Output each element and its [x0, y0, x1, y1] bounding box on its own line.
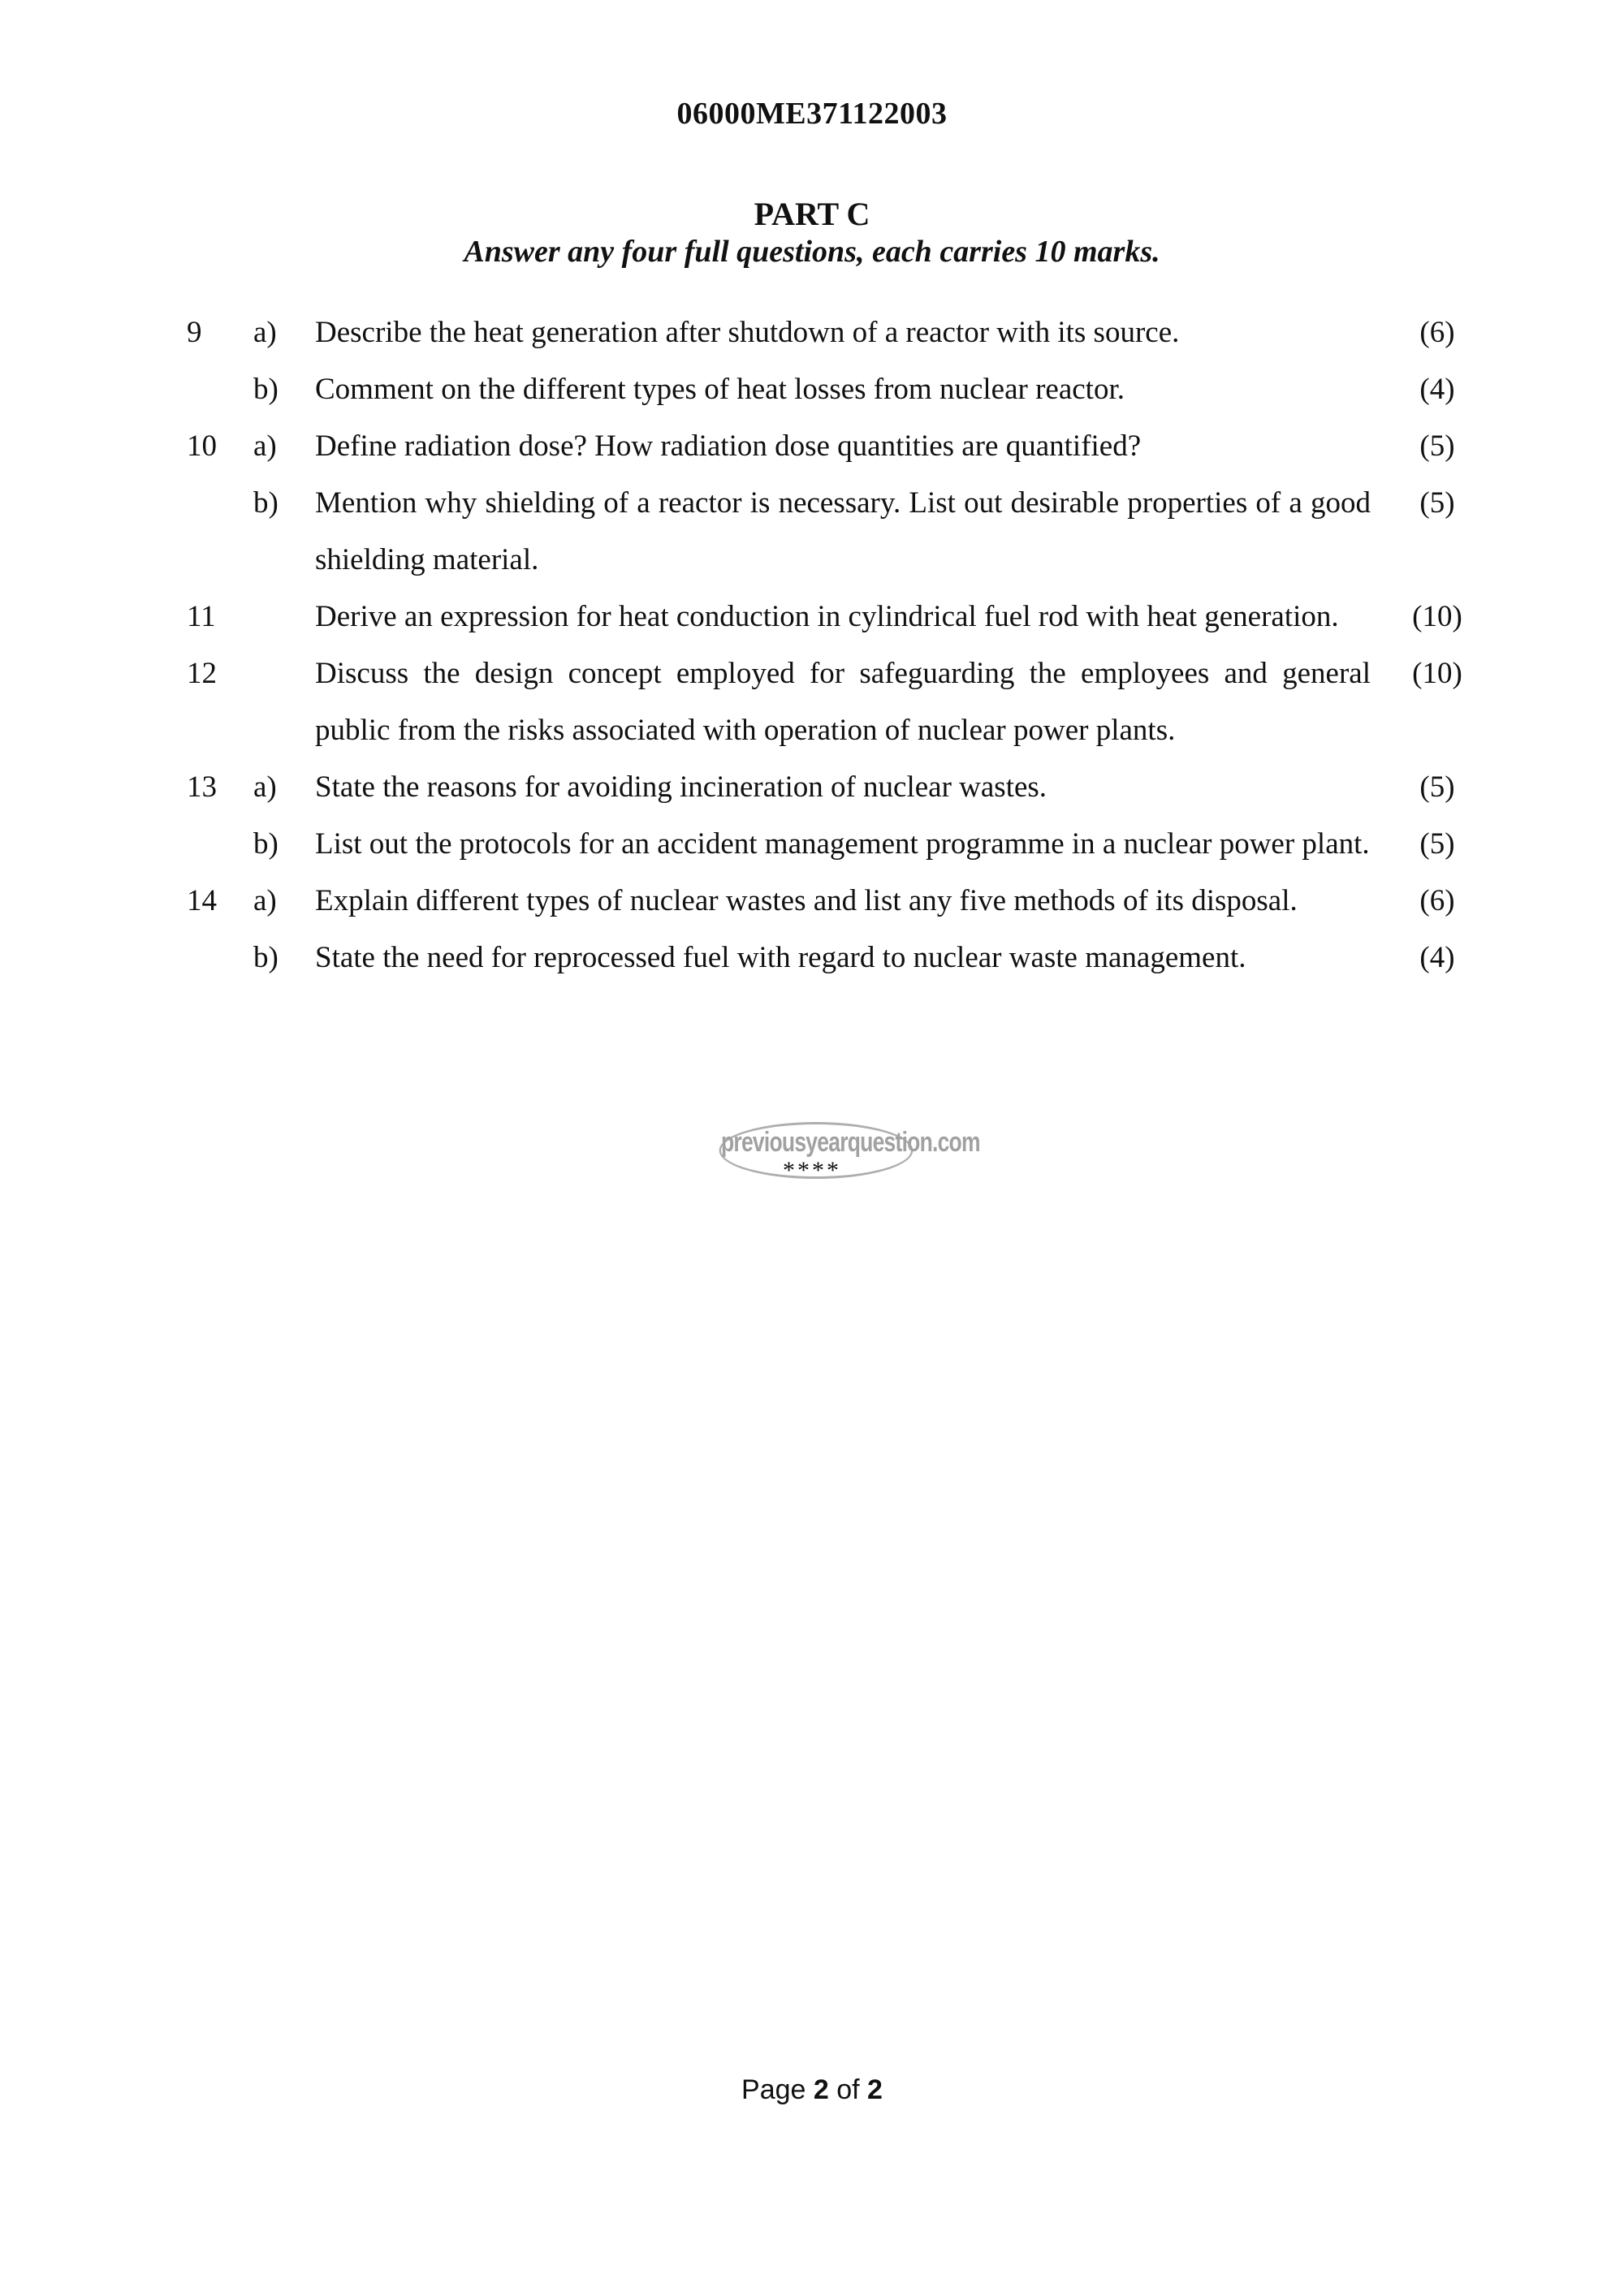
question-text: Discuss the design concept employed for safeguarding the employees and general public from the risks associated with operation of nuclear power plants. — [315, 657, 1371, 747]
watermark-stamp: previousyearquestion.com — [719, 1122, 914, 1179]
question-row — [0, 304, 1624, 361]
subpart-label: a) — [253, 884, 277, 917]
question-row — [0, 361, 1624, 418]
question-marks: (5) — [1419, 486, 1455, 520]
question-marks: (10) — [1412, 657, 1462, 690]
question-text: State the need for reprocessed fuel with regard to nuclear waste management. — [315, 941, 1246, 974]
question-number: 11 — [187, 600, 216, 633]
question-row — [0, 645, 1624, 759]
question-number: 10 — [187, 429, 217, 463]
question-row — [0, 589, 1624, 645]
question-number: 12 — [187, 657, 217, 690]
question-marks: (6) — [1419, 316, 1455, 349]
question-text: Define radiation dose? How radiation dose quantities are quantified? — [315, 429, 1142, 463]
question-text: Explain different types of nuclear wastes and list any five methods of its disposal. — [315, 884, 1298, 917]
question-marks: (5) — [1419, 770, 1455, 804]
footer-page-prefix: Page — [741, 2074, 814, 2105]
question-marks: (6) — [1419, 884, 1455, 917]
question-marks: (5) — [1419, 827, 1455, 861]
question-row — [0, 418, 1624, 475]
footer-page-number: 2 — [813, 2074, 829, 2105]
question-row — [0, 873, 1624, 930]
end-of-paper-mark: **** — [783, 1157, 841, 1184]
question-paper-code: 06000ME371122003 — [676, 97, 948, 131]
subpart-label: b) — [253, 941, 279, 974]
subpart-label: b) — [253, 486, 279, 520]
subpart-label: a) — [253, 429, 277, 463]
subpart-label: b) — [253, 827, 279, 861]
question-marks: (4) — [1419, 373, 1455, 406]
question-text: Mention why shielding of a reactor is necessary. List out desirable properties of a good shielding material. — [315, 486, 1371, 576]
footer-page-total: 2 — [867, 2074, 883, 2105]
question-text: State the reasons for avoiding incineration of nuclear wastes. — [315, 770, 1047, 804]
question-row — [0, 930, 1624, 986]
subpart-label: a) — [253, 316, 277, 349]
question-number: 9 — [187, 316, 202, 349]
question-row — [0, 816, 1624, 873]
part-title: PART C — [754, 196, 870, 232]
question-marks: (4) — [1419, 941, 1455, 974]
question-marks: (10) — [1412, 600, 1462, 633]
question-number: 13 — [187, 770, 217, 804]
subpart-label: a) — [253, 770, 277, 804]
question-text: Comment on the different types of heat losses from nuclear reactor. — [315, 373, 1125, 406]
question-text: List out the protocols for an accident management programme in a nuclear power plant. — [315, 827, 1370, 861]
question-marks: (5) — [1419, 429, 1455, 463]
question-number: 14 — [187, 884, 217, 917]
subpart-label: b) — [253, 373, 279, 406]
question-row — [0, 475, 1624, 589]
question-text: Describe the heat generation after shutdown of a reactor with its source. — [315, 316, 1180, 349]
question-row — [0, 759, 1624, 816]
page-footer — [0, 2074, 1624, 2106]
part-instruction: Answer any four full questions, each carries 10 marks. — [464, 235, 1160, 269]
footer-page-of: of — [828, 2074, 868, 2105]
question-text: Derive an expression for heat conduction in cylindrical fuel rod with heat generation. — [315, 600, 1339, 633]
question-list — [0, 304, 1624, 986]
